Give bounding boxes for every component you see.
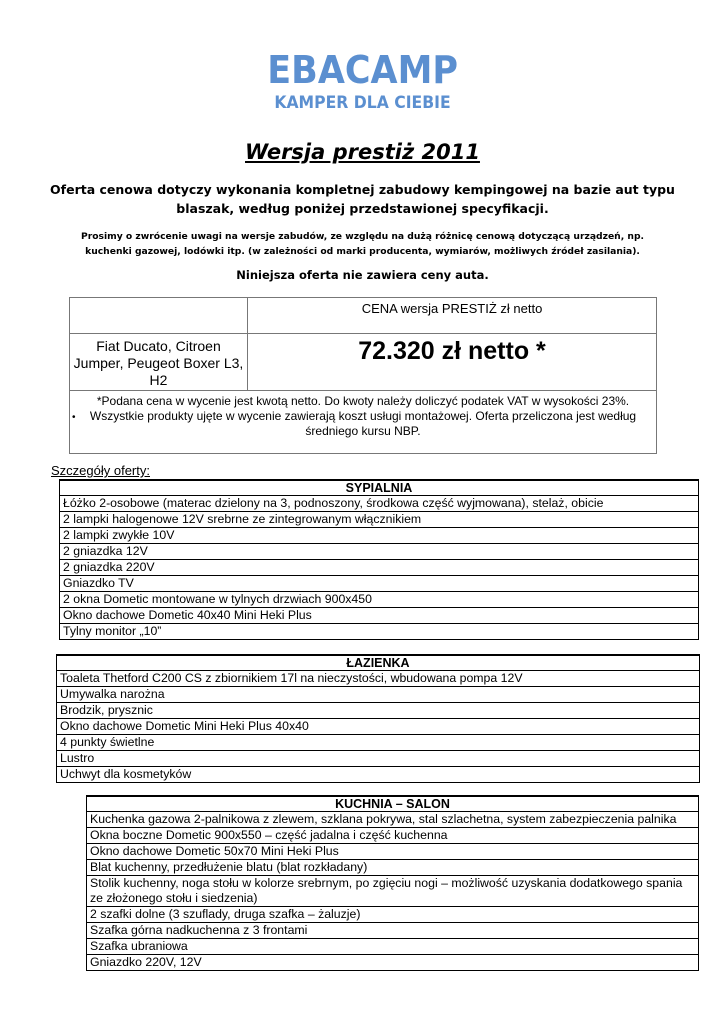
list-item: Gniazdko 220V, 12V xyxy=(87,955,699,971)
list-item: Umywalka narożna xyxy=(57,687,700,703)
list-item: Uchwyt dla kosmetyków xyxy=(57,767,700,783)
list-item: Tylny monitor „10” xyxy=(60,624,699,640)
logo-tagline: KAMPER DLA CIEBIE xyxy=(274,93,451,113)
section-sypialnia xyxy=(59,479,699,640)
section-title: ŁAZIENKA xyxy=(57,655,700,671)
list-item: 2 szafki dolne (3 szuflady, druga szafka – żaluzje) xyxy=(87,907,699,923)
footnote-installation: Wszystkie produkty ujęte w wycenie zawierają koszt usługi montażowej. Oferta przeliczona jest według średniego kursu NBP. xyxy=(89,409,637,438)
list-item: 2 lampki zwykłe 10V xyxy=(60,528,699,544)
list-item: Okno dachowe Dometic Mini Heki Plus 40x40 xyxy=(57,719,700,735)
section-title: SYPIALNIA xyxy=(60,480,699,496)
list-item: Okno dachowe Dometic 50x70 Mini Heki Plus xyxy=(87,844,699,860)
details-label: Szczegóły oferty: xyxy=(51,463,150,478)
price-footnote xyxy=(70,391,657,454)
intro-text: Oferta cenowa dotyczy wykonania kompletnej zabudowy kempingowej na bazie aut typu blaszak, według poniżej przedstawionej specyfikacji. xyxy=(50,182,675,216)
section-lazienka xyxy=(56,654,700,783)
list-item: Stolik kuchenny, noga stołu w kolorze srebrnym, po zgięciu nogi – możliwość uzyskania dodatkowego spania ze złożonego stołu i siedzenia) xyxy=(87,876,699,907)
price-value: 72.320 zł netto * xyxy=(248,334,657,391)
list-item: Szafka górna nadkuchenna z 3 frontami xyxy=(87,923,699,939)
price-table-empty-cell xyxy=(70,298,248,334)
price-table xyxy=(69,297,657,454)
list-item: Toaleta Thetford C200 CS z zbiornikiem 17l na nieczystości, wbudowana pompa 12V xyxy=(57,671,700,687)
footnote-vat: *Podana cena w wycenie jest kwotą netto. Do kwoty należy doliczyć podatek VAT w wysokości 23%. xyxy=(96,394,630,408)
list-item: Lustro xyxy=(57,751,700,767)
list-item: 4 punkty świetlne xyxy=(57,735,700,751)
list-item: Blat kuchenny, przedłużenie blatu (blat rozkładany) xyxy=(87,860,699,876)
list-item: Szafka ubraniowa xyxy=(87,939,699,955)
list-item: Łóżko 2-osobowe (materac dzielony na 3, podnoszony, środkowa część wyjmowana), stelaż, obicie xyxy=(60,496,699,512)
section-title: KUCHNIA – SALON xyxy=(87,796,699,812)
page-title: Wersja prestiż 2011 xyxy=(245,140,480,164)
list-item: 2 gniazdka 12V xyxy=(60,544,699,560)
price-header: CENA wersja PRESTIŻ zł netto xyxy=(248,298,657,334)
company-logo xyxy=(0,50,725,114)
list-item: Brodzik, prysznic xyxy=(57,703,700,719)
list-item: Okna boczne Dometic 900x550 – część jadalna i część kuchenna xyxy=(87,828,699,844)
list-item: 2 gniazdka 220V xyxy=(60,560,699,576)
list-item: 2 lampki halogenowe 12V srebrne ze zintegrowanym włącznikiem xyxy=(60,512,699,528)
list-item: Kuchenka gazowa 2-palnikowa z zlewem, szklana pokrywa, stal szlachetna, system zabezpieczenia palnika xyxy=(87,812,699,828)
vehicle-models: Fiat Ducato, Citroen Jumper, Peugeot Boxer L3, H2 xyxy=(70,334,248,391)
logo-brand: EBACAMP xyxy=(267,48,458,92)
bullet-icon: • xyxy=(72,412,76,423)
list-item: Okno dachowe Dometic 40x40 Mini Heki Plus xyxy=(60,608,699,624)
list-item: Gniazdko TV xyxy=(60,576,699,592)
note-text: Prosimy o zwrócenie uwagi na wersje zabudów, ze względu na dużą różnicę cenową dotyczącą urządzeń, np. kuchenki gazowej, lodówki itp. (w zależności od marki producenta, wymiarów, możliwych źródeł zasilania). xyxy=(80,231,645,257)
no-car-price-note: Niniejsza oferta nie zawiera ceny auta. xyxy=(236,268,489,282)
list-item: 2 okna Dometic montowane w tylnych drzwiach 900x450 xyxy=(60,592,699,608)
section-kuchnia-salon xyxy=(86,795,699,971)
